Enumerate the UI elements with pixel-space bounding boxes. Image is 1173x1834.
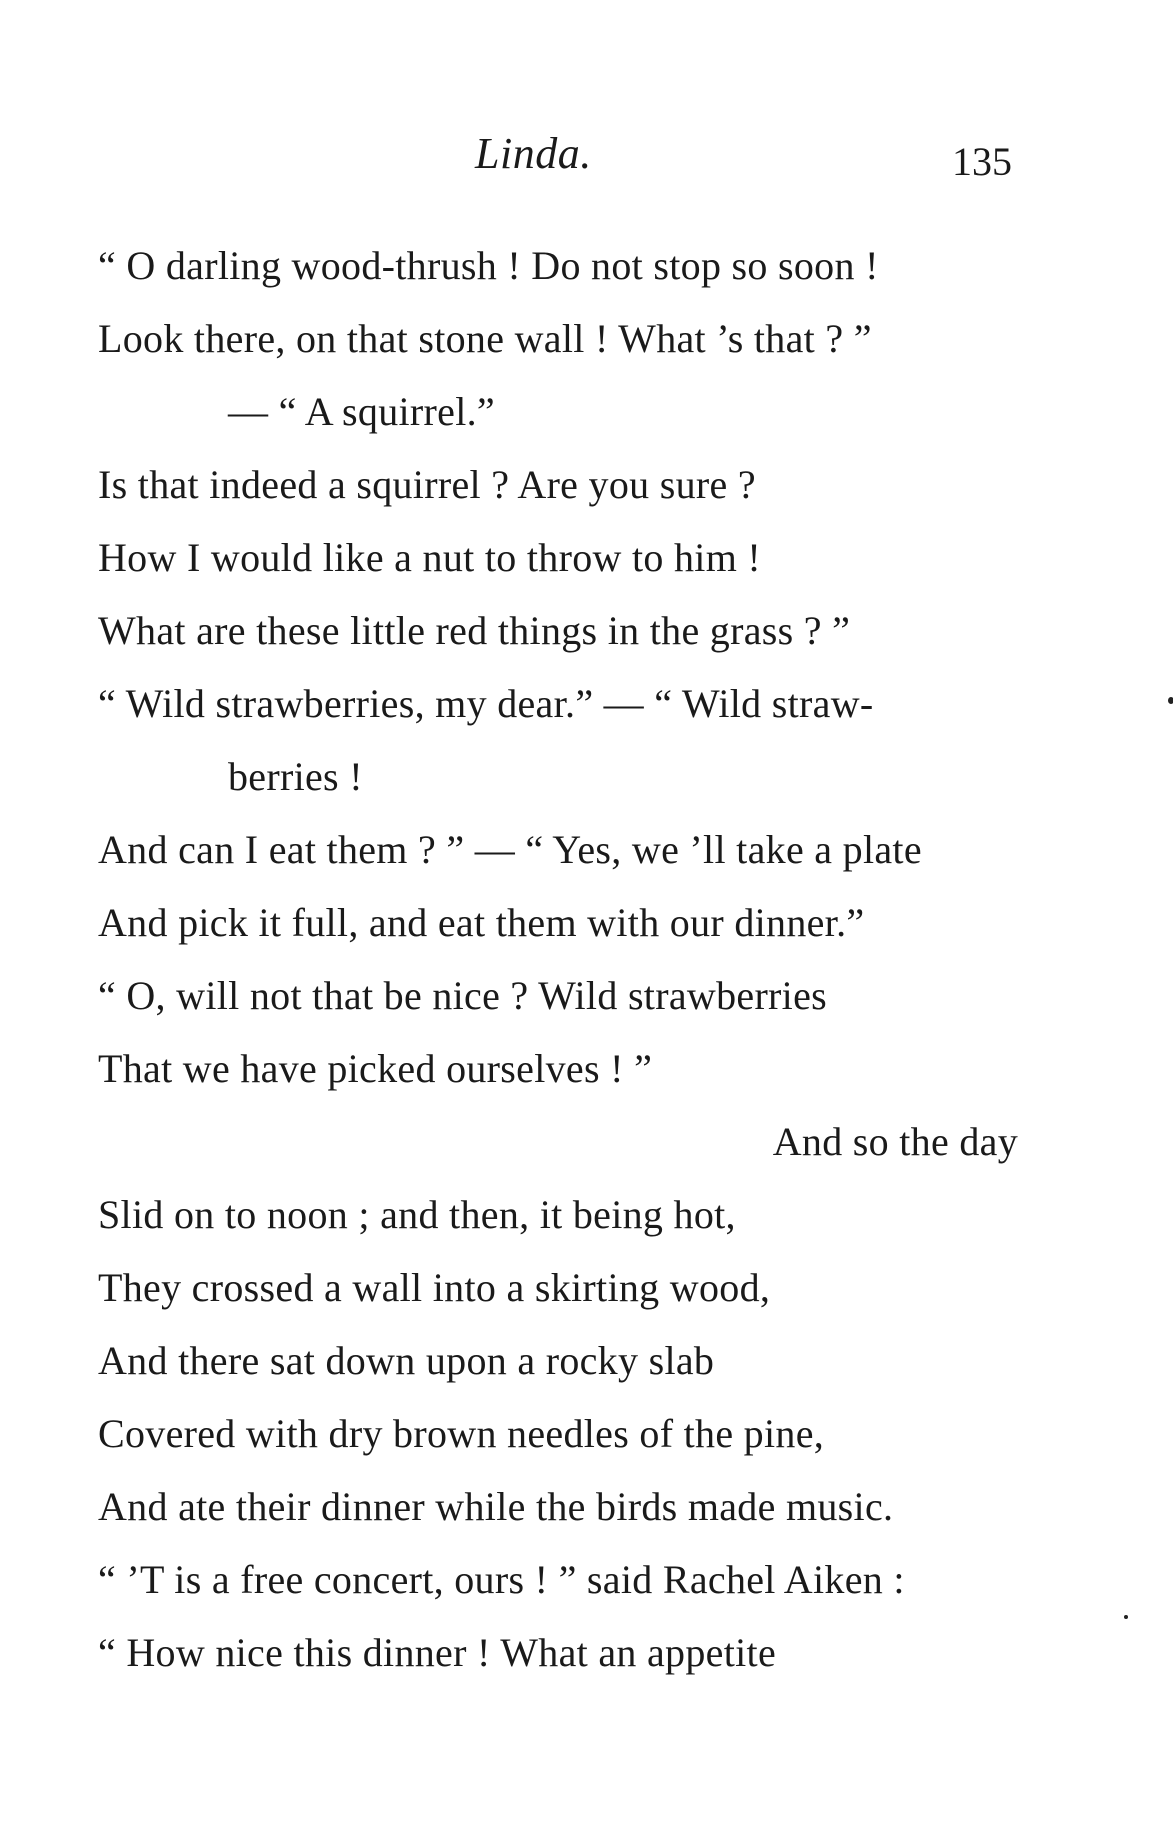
poem-line: They crossed a wall into a skirting wood, <box>98 1265 771 1310</box>
poem-line: “ O, will not that be nice ? Wild strawberries <box>98 973 828 1018</box>
poem-line: — “ A squirrel.” <box>228 389 495 434</box>
poem-line: “ ’T is a free concert, ours ! ” said Rachel Aiken : <box>98 1557 905 1602</box>
poem-line: That we have picked ourselves ! ” <box>98 1046 653 1091</box>
page-number: 135 <box>952 139 1012 184</box>
poem-line: And can I eat them ? ” — “ Yes, we ’ll take a plate <box>98 827 922 872</box>
poem-line: Is that indeed a squirrel ? Are you sure ? <box>98 462 756 507</box>
poem-line: And there sat down upon a rocky slab <box>98 1338 715 1383</box>
poem-line: And pick it full, and eat them with our dinner.” <box>98 900 865 945</box>
poem-line: “ O darling wood-thrush ! Do not stop so soon ! <box>98 243 879 288</box>
poem-line: And ate their dinner while the birds made music. <box>98 1484 894 1529</box>
poem-line: “ How nice this dinner ! What an appetite <box>98 1630 777 1675</box>
running-title: Linda. <box>475 129 592 178</box>
poem-line: And so the day <box>772 1119 1018 1164</box>
poem-line: Covered with dry brown needles of the pine, <box>98 1411 825 1456</box>
poem-line: berries ! <box>228 754 363 799</box>
poem-line: How I would like a nut to throw to him ! <box>98 535 762 580</box>
ink-speck <box>1124 1615 1128 1619</box>
ink-speck <box>1168 697 1173 704</box>
poem-line: Slid on to noon ; and then, it being hot, <box>98 1192 736 1237</box>
poem-line: Look there, on that stone wall ! What ’s that ? ” <box>98 316 872 361</box>
poem-line: What are these little red things in the grass ? ” <box>98 608 851 653</box>
poem-line: “ Wild strawberries, my dear.” — “ Wild straw- <box>98 681 874 726</box>
